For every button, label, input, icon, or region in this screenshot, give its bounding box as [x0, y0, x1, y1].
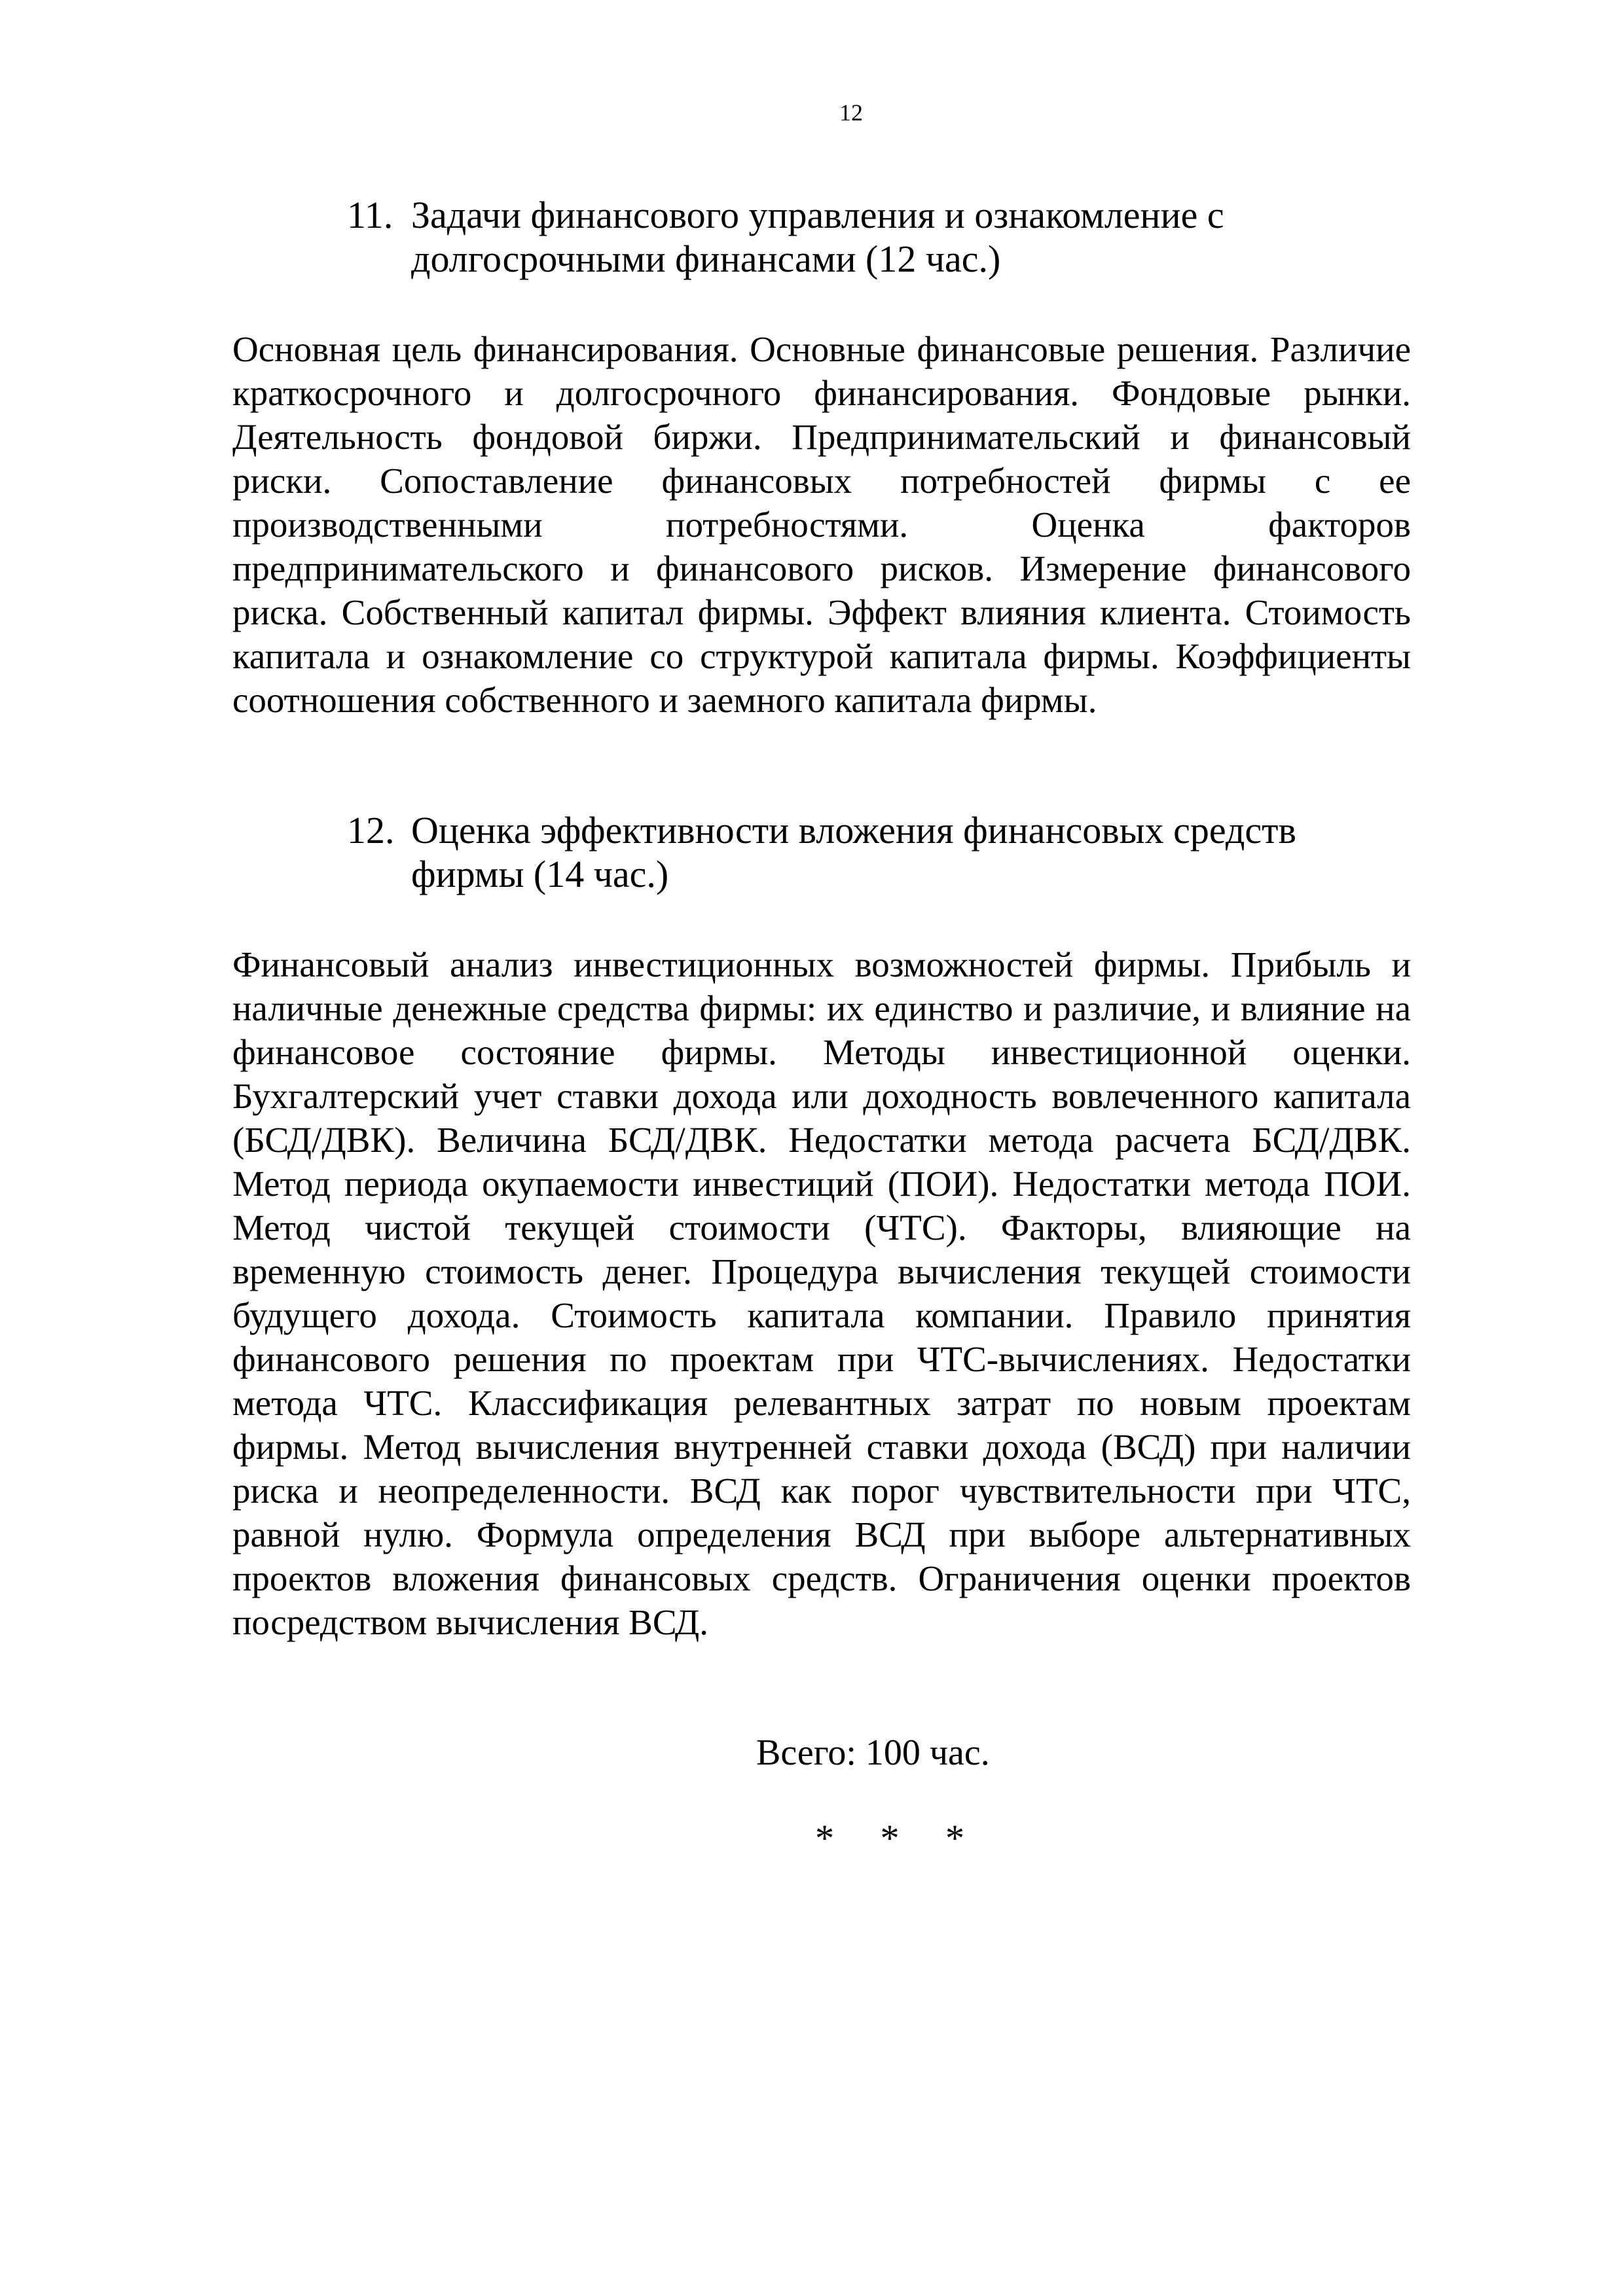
section-heading-12 — [347, 808, 1460, 896]
section-body-12: Финансовый анализ инвестиционных возможностей фирмы. Прибыль и наличные денежные средства фирмы: их единство и различие, и влияние на финансовое состояние фирмы. Методы инвестиционной оценки. Бухгалтерский учет ставки дохода или доходность вовлеченного капитала (БСД/ДВК). Величина БСД/ДВК. Недостатки метода расчета БСД/ДВК. Метод периода окупаемости инвестиций (ПОИ). Недостатки метода ПОИ. Метод чистой текущей стоимости (ЧТС). Факторы, влияющие на временную стоимость денег. Процедура вычисления текущей стоимости будущего дохода. Стоимость капитала компании. Правило принятия финансового решения по проектам при ЧТС-вычислениях. Недостатки метода ЧТС. Классификация релевантных затрат по новым проектам фирмы. Метод вычисления внутренней ставки дохода (ВСД) при наличии риска и неопределенности. ВСД как порог чувствительности при ЧТС, равной нулю. Формула определения ВСД при выборе альтернативных проектов вложения финансовых средств. Ограничения оценки проектов посредством вычисления ВСД. — [232, 944, 1411, 1642]
page-number: 12 — [839, 99, 863, 126]
section-title-line2: долгосрочными финансами (12 час.) — [411, 238, 1001, 280]
end-mark: * * * — [815, 1817, 983, 1859]
total-hours: Всего: 100 час. — [756, 1732, 990, 1773]
section-heading-11 — [347, 193, 1460, 281]
section-title-line2: фирмы (14 час.) — [411, 853, 669, 895]
section-title-line1: Оценка эффективности вложения финансовых средств — [411, 809, 1296, 852]
section-number: 12. — [347, 809, 395, 852]
section-title-line1: Задачи финансового управления и ознакомление с — [411, 194, 1224, 236]
section-body-11: Основная цель финансирования. Основные финансовые решения. Различие краткосрочного и долгосрочного финансирования. Фондовые рынки. Деятельность фондовой биржи. Предпринимательский и финансовый риски. Сопоставление финансовых потребностей фирмы с ее производственными потребностями. Оценка факторов предпринимательского и финансового рисков. Измерение финансового риска. Собственный капитал фирмы. Эффект влияния клиента. Стоимость капитала и ознакомление со структурой капитала фирмы. Коэффициенты соотношения собственного и заемного капитала фирмы. — [232, 329, 1411, 720]
section-number: 11. — [347, 194, 393, 236]
